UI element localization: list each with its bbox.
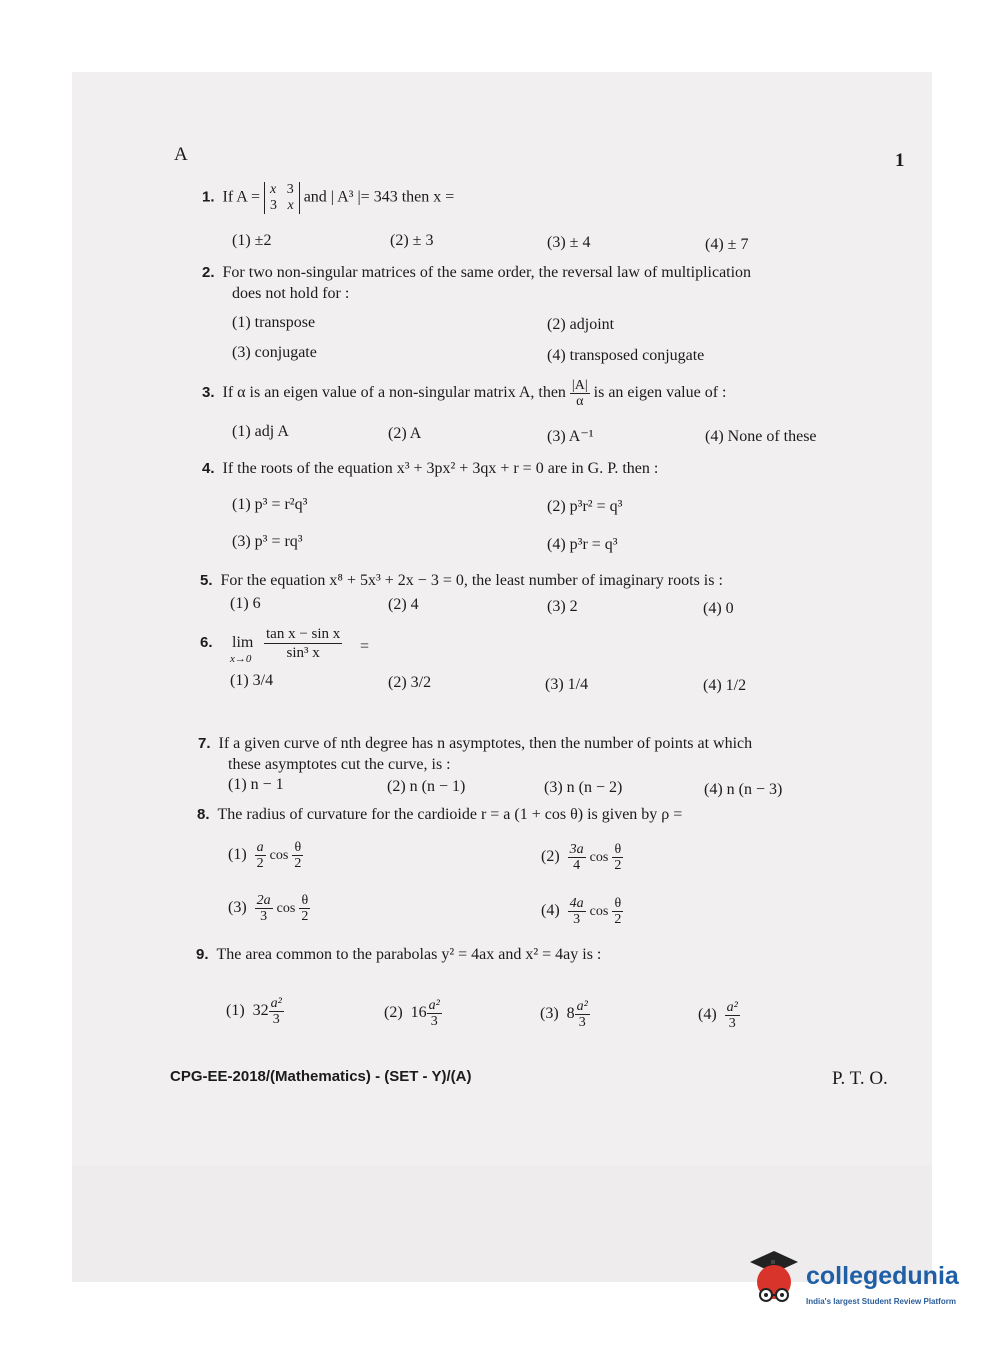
question-8: 8. The radius of curvature for the cardioide r = a (1 + cos θ) is given by ρ = — [197, 806, 683, 823]
q1-option-4: (4) ± 7 — [705, 236, 749, 253]
q9-option-4: (4) $\frac{\text{a²}}{3}$ — [698, 1000, 738, 1031]
question-5: 5. For the equation x⁸ + 5x³ + 2x − 3 = 0, the least number of imaginary roots is : — [200, 572, 723, 589]
collegedunia-logo — [744, 1248, 804, 1315]
q6-option-2: (2) 3/2 — [388, 674, 432, 691]
q5-option-1: (1) 6 — [230, 595, 261, 612]
graduate-mascot-icon — [744, 1248, 804, 1310]
q2-option-3: (3) conjugate — [232, 344, 317, 361]
q8-option-1: (1) $\frac{a}{2}$ cos $\frac{\theta}{2}$ — [228, 840, 302, 871]
q2-option-2: (2) adjoint — [547, 316, 615, 333]
q7-option-4: (4) n (n − 3) — [704, 781, 783, 798]
q7-option-2: (2) n (n − 1) — [387, 778, 466, 795]
q8-option-4: (4) $\frac{4a}{3}$ cos $\frac{\theta}{2}$ — [541, 896, 622, 927]
q6-option-4: (4) 1/2 — [703, 677, 747, 694]
pto-label: P. T. O. — [832, 1068, 888, 1089]
question-6-number: 6. — [200, 634, 213, 651]
q8-option-3: (3) $\frac{2a}{3}$ cos $\frac{\theta}{2}$ — [228, 893, 309, 924]
q7-option-1: (1) n − 1 — [228, 776, 284, 793]
limit-symbol: lim — [232, 634, 254, 651]
q4-option-2: (2) p³r² = q³ — [547, 498, 623, 515]
question-2-line-2: does not hold for : — [232, 285, 350, 302]
question-7-line-2: these asymptotes cut the curve, is : — [228, 756, 451, 773]
q3-option-3: (3) A⁻¹ — [547, 428, 594, 445]
q6-option-3: (3) 1/4 — [545, 676, 589, 693]
q4-option-1: (1) p³ = r²q³ — [232, 496, 308, 513]
q5-option-3: (3) 2 — [547, 598, 578, 615]
q2-option-1: (1) transpose — [232, 314, 316, 331]
question-4: 4. If the roots of the equation x³ + 3px² + 3qx + r = 0 are in G. P. then : — [202, 460, 659, 477]
q5-option-4: (4) 0 — [703, 600, 734, 617]
limit-subscript: x→0 — [230, 653, 252, 665]
q5-option-2: (2) 4 — [388, 596, 419, 613]
q4-option-3: (3) p³ = rq³ — [232, 533, 303, 550]
q1-option-1: (1) ±2 — [232, 232, 272, 249]
q4-option-4: (4) p³r = q³ — [547, 536, 618, 553]
q3-fraction: $\frac{|A|}{\alpha}$ — [571, 378, 588, 409]
q6-fraction: $\frac{\text{tan x − sin x}}{\text{sin³ x}}$ — [266, 626, 341, 661]
q9-option-3: (3) 8 $\frac{\text{a²}}{3}$ — [540, 999, 588, 1030]
matrix-a: x 3 3 x — [264, 182, 300, 214]
q2-option-4: (4) transposed conjugate — [547, 347, 705, 364]
q1-option-3: (3) ± 4 — [547, 234, 591, 251]
page-number: 1 — [895, 150, 905, 171]
question-3: 3. If α is an eigen value of a non-singular matrix A, then $\frac{|A|}{\alpha}$ is an eigen value of : — [202, 378, 727, 409]
set-letter: A — [174, 144, 188, 165]
exam-code: CPG-EE-2018/(Mathematics) - (SET - Y)/(A) — [170, 1068, 472, 1085]
q9-option-1: (1) 32 $\frac{\text{a²}}{3}$ — [226, 996, 282, 1027]
q1-option-2: (2) ± 3 — [390, 232, 434, 249]
question-9: 9. The area common to the parabolas y² = 4ax and x² = 4ay is : — [196, 946, 602, 963]
q6-equals: = — [360, 638, 370, 655]
question-1: 1. If A = x 3 3 x and | A³ |= 343 then x = — [202, 182, 455, 213]
paper-sheet — [72, 72, 932, 1282]
q3-option-4: (4) None of these — [705, 428, 817, 445]
collegedunia-tagline: India's largest Student Review Platform — [806, 1297, 956, 1306]
q3-option-1: (1) adj A — [232, 423, 289, 440]
collegedunia-brand: collegedunia — [806, 1262, 959, 1290]
q9-option-2: (2) 16 $\frac{\text{a²}}{3}$ — [384, 998, 440, 1029]
q8-option-2: (2) $\frac{3a}{4}$ cos $\frac{\theta}{2}$ — [541, 842, 622, 873]
question-2: 2. For two non-singular matrices of the same order, the reversal law of multiplication — [202, 264, 752, 281]
q6-option-1: (1) 3/4 — [230, 672, 274, 689]
question-7: 7. If a given curve of nth degree has n asymptotes, then the number of points at which — [198, 735, 753, 752]
q7-option-3: (3) n (n − 2) — [544, 779, 623, 796]
q3-option-2: (2) A — [388, 425, 422, 442]
